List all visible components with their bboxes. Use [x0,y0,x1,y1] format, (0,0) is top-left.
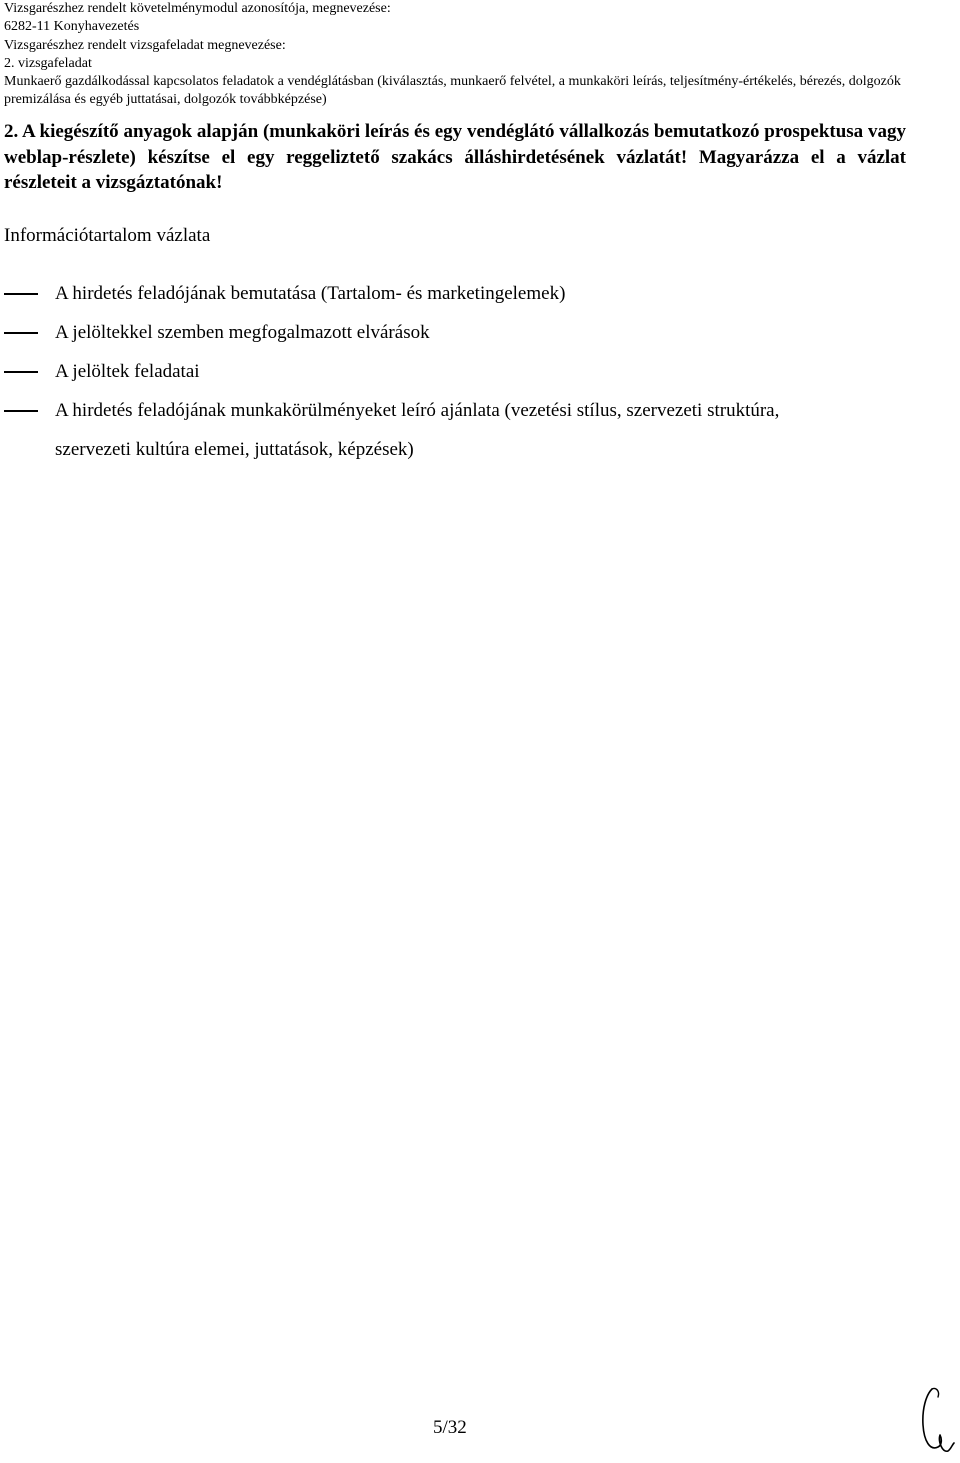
list-item [0,274,855,313]
module-id-label: Vizsgarészhez rendelt követelménymodul azonosítója, megnevezése: [4,1,391,16]
task-instruction: 2. A kiegészítő anyagok alapján (munkaköri leírás és egy vendéglátó vállalkozás bemutatkozó prospektusa vagy weblap-részlete) készítse el egy reggeliztető szakács álláshirdetésének vázlatát! Magyarázza el a vázlat részleteit a vizsgáztatónak! [4,121,906,193]
list-item [0,391,855,469]
list-item-text: A jelöltek feladatai [55,361,200,382]
exam-task-name: Munkaerő gazdálkodással kapcsolatos feladatok a vendéglátásban (kiválasztás, munkaerő felvétel, a munkaköri leírás, teljesítmény-értékelés, bérezés, dolgozók premizálása és egyéb juttatásai, dolgozók továbbképzése) [4,74,901,108]
page-number: 5/32 [433,1417,467,1438]
outline-title: Információtartalom vázlata [4,225,211,246]
outline-list [0,274,960,469]
list-item-text: A hirdetés feladójának munkakörülményeket leíró ajánlata (vezetési stílus, szervezeti struktúra, szervezeti kultúra elemei, juttatások, képzések) [55,400,780,460]
module-name: 6282-11 Konyhavezetés [4,19,140,35]
dash-bullet [4,332,38,334]
signature-mark [918,1385,958,1457]
list-item-text: A jelöltekkel szemben megfogalmazott elvárások [55,322,430,343]
document-header [4,0,954,110]
dash-bullet [4,293,38,295]
dash-bullet [4,410,38,412]
list-item-text: A hirdetés feladójának bemutatása (Tartalom- és marketingelemek) [55,283,566,304]
dash-bullet [4,371,38,373]
exam-task-label: Vizsgarészhez rendelt vizsgafeladat megnevezése: [4,37,286,53]
list-item [0,313,855,352]
exam-task-number: 2. vizsgafeladat [4,55,92,71]
list-item [0,352,855,391]
